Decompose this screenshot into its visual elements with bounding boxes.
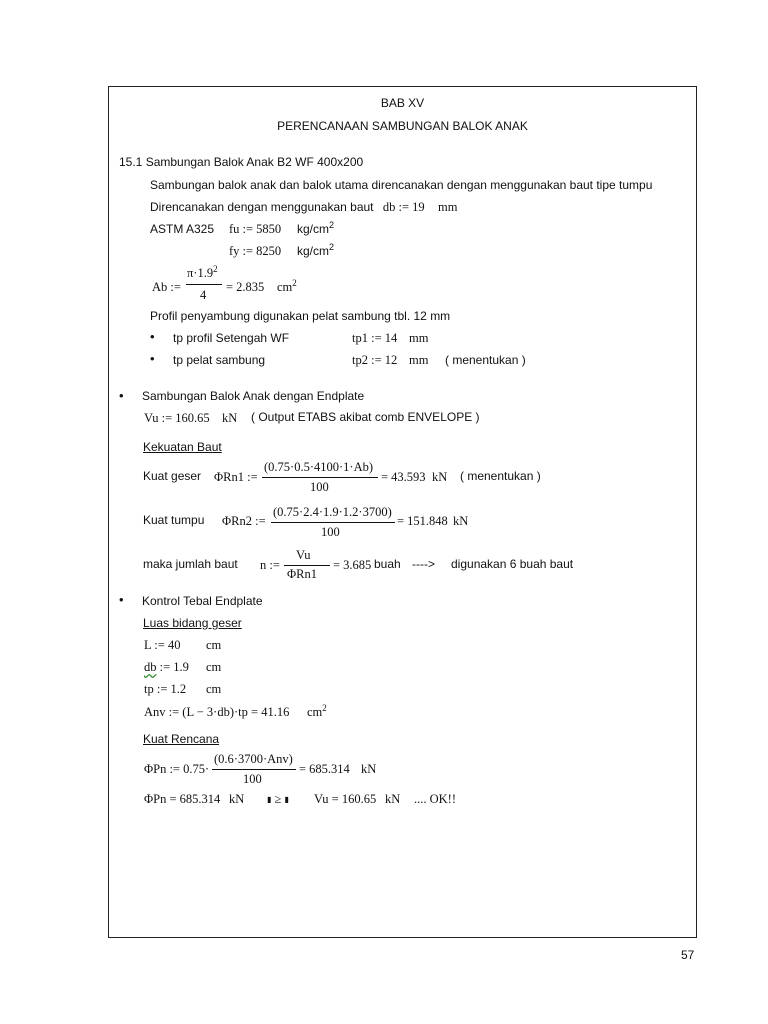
profil-text: Profil penyambung digunakan pelat sambung tbl. 12 mm (150, 309, 451, 323)
kekuatan-baut-title: Kekuatan Baut (143, 440, 222, 454)
bullet: • (119, 592, 124, 607)
geser-numerator: (0.75·0.5·4100·1·Ab) (264, 460, 374, 474)
db-expression: db := 1.9 (144, 660, 189, 674)
chapter-title: PERENCANAAN SAMBUNGAN BALOK ANAK (277, 119, 528, 133)
section-heading: 15.1 Sambungan Balok Anak B2 WF 400x200 (119, 155, 364, 169)
ab-lhs: Ab := (152, 280, 181, 294)
pn-denominator: 100 (243, 772, 262, 786)
bullet1-label: tp profil Setengah WF (173, 331, 290, 345)
fu-expression: fu := 5850 (229, 222, 282, 236)
jumlah-note: digunakan 6 buah baut (451, 557, 574, 571)
jumlah-arrow: ----> (412, 557, 435, 571)
bullet: • (150, 329, 155, 344)
ab-denominator: 4 (200, 288, 207, 302)
tumpu-label: Kuat tumpu (143, 513, 205, 527)
jumlah-denominator: ΦRn1 (287, 567, 317, 581)
ab-fraction (186, 263, 222, 302)
luas-title: Luas bidang geser (143, 616, 242, 630)
pn-fraction-bar (212, 769, 296, 770)
kontrol-heading: Kontrol Tebal Endplate (142, 594, 263, 608)
geser-fraction-bar (262, 477, 378, 478)
pn-numerator: (0.6·3700·Anv) (214, 752, 293, 766)
db-unit: cm (206, 660, 222, 674)
ab-numerator: $\pi\cdot 1.9^2$ (187, 263, 218, 280)
tp-unit: cm (206, 682, 222, 696)
tumpu-fraction-bar (271, 522, 395, 523)
bolt-line: Direncanakan dengan menggunakan baut db := 19 mm (150, 200, 458, 214)
endplate-heading: Sambungan Balok Anak dengan Endplate (142, 389, 365, 403)
tp1-unit: mm (409, 331, 429, 345)
chapter-label: BAB XV (380, 96, 425, 110)
check-rhs-unit: kN (385, 792, 401, 806)
tp2-expression: tp2 := 12 (352, 353, 398, 367)
rencana-title: Kuat Rencana (143, 732, 220, 746)
jumlah-fraction-bar (284, 565, 330, 566)
geser-unit: kN (432, 470, 448, 484)
vu-unit: kN (222, 411, 238, 425)
geser-lhs: ΦRn1 := (214, 470, 258, 484)
bullet: • (119, 388, 124, 403)
geser-note: ( menentukan ) (460, 469, 541, 483)
check-ok: .... OK!! (414, 792, 457, 806)
tumpu-fraction (271, 505, 395, 541)
pn-fraction (212, 752, 296, 788)
astm-label: ASTM A325 (150, 222, 215, 236)
anv-unit: $cm^2$ (307, 702, 327, 719)
geser-denominator: 100 (310, 480, 329, 494)
pn-lhs: ΦPn := 0.75· (144, 762, 210, 776)
tumpu-denominator: 100 (321, 525, 340, 539)
tp-expression: tp := 1.2 (144, 682, 187, 696)
fu-unit: $kg/cm^2$ (297, 220, 335, 236)
check-lhs: ΦPn = 685.314 (144, 792, 221, 806)
tp2-unit: mm (409, 353, 429, 367)
jumlah-label: maka jumlah baut (143, 557, 238, 571)
tumpu-lhs: ΦRn2 := (222, 514, 266, 528)
check-ge: ▮ ≥ ▮ (267, 792, 289, 806)
geser-fraction (262, 460, 378, 496)
geser-result: = 43.593 (381, 470, 426, 484)
jumlah-fraction (284, 548, 330, 584)
ab-fraction-bar (186, 284, 222, 285)
check-lhs-unit: kN (229, 792, 245, 806)
jumlah-unit: buah (374, 557, 401, 571)
page-number: 57 (681, 948, 695, 962)
bullet: • (150, 351, 155, 366)
fy-expression: fy := 8250 (229, 244, 282, 258)
anv-expression: Anv := (L − 3·db)·tp = 41.16 (144, 705, 290, 719)
tp2-note: ( menentukan ) (445, 353, 526, 367)
ab-unit: $cm^2$ (277, 277, 297, 294)
pn-result: = 685.314 (299, 762, 350, 776)
fy-unit: $kg/cm^2$ (297, 242, 335, 258)
vu-note: ( Output ETABS akibat comb ENVELOPE ) (251, 410, 480, 424)
check-rhs: Vu = 160.65 (314, 792, 377, 806)
bullet2-label: tp pelat sambung (173, 353, 266, 367)
tumpu-numerator: (0.75·2.4·1.9·1.2·3700) (273, 505, 392, 519)
ab-result: = 2.835 (226, 280, 265, 294)
jumlah-lhs: n := (260, 558, 280, 572)
L-unit: cm (206, 638, 222, 652)
jumlah-result: = 3.685 (333, 558, 372, 572)
vu-expression: Vu := 160.65 (144, 411, 210, 425)
jumlah-numerator: Vu (296, 548, 311, 562)
tumpu-unit: kN (453, 514, 469, 528)
L-expression: L := 40 (144, 638, 181, 652)
intro-line: Sambungan balok anak dan balok utama direncanakan dengan menggunakan baut tipe tumpu (150, 178, 653, 192)
pn-unit: kN (361, 762, 377, 776)
tumpu-result: = 151.848 (397, 514, 448, 528)
geser-label: Kuat geser (143, 469, 202, 483)
tp1-expression: tp1 := 14 (352, 331, 398, 345)
